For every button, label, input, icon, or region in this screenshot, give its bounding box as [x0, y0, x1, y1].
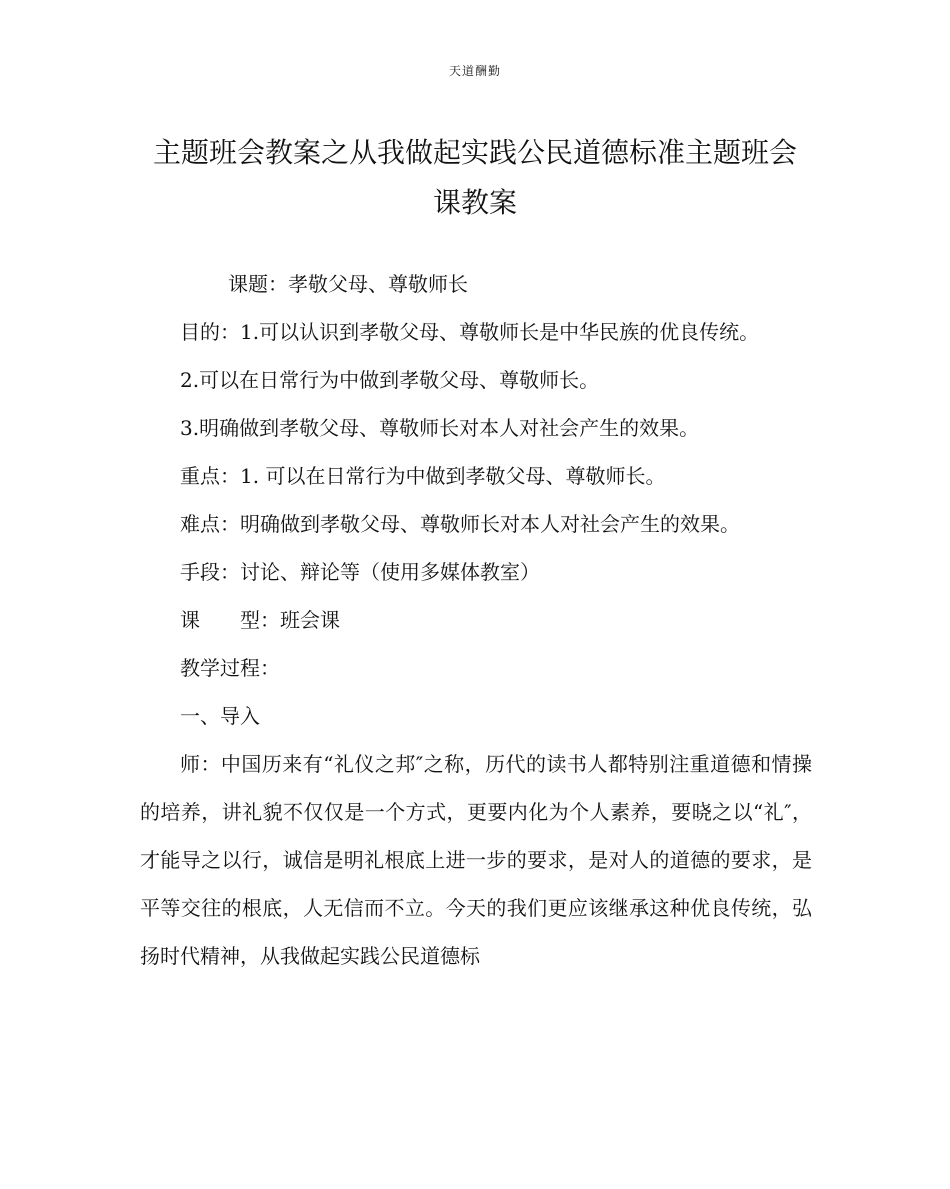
lesson-difficulty: 难点：明确做到孝敬父母、尊敬师长对本人对社会产生的效果。 [180, 512, 740, 536]
document-body [140, 260, 812, 980]
lesson-method: 手段：讨论、辩论等（使用多媒体教室） [180, 560, 540, 584]
teaching-process-heading: 教学过程： [180, 656, 280, 680]
section-introduction-heading: 一、导入 [180, 704, 260, 728]
lesson-objective-3: 3.明确做到孝敬父母、尊敬师长对本人对社会产生的效果。 [180, 416, 700, 440]
page-header: 天道酬勤 [448, 64, 501, 78]
lesson-topic: 课题：孝敬父母、尊敬师长 [228, 272, 468, 296]
lesson-type: 课 型：班会课 [180, 608, 340, 632]
teacher-introduction-paragraph: 师：中国历来有“礼仪之邦″之称，历代的读书人都特别注重道德和情操的培养，讲礼貌不仅仅是一个方式，更要内化为个人素养，要晓之以“礼″，才能导之以行，诚信是明礼根底上进一步的要求，是对人的道德的要求，是平等交往的根底，人无信而不立。今天的我们更应该继承这种优良传统，弘扬时代精神，从我做起实践公民道德标 [140, 752, 812, 968]
lesson-objective-2: 2.可以在日常行为中做到孝敬父母、尊敬师长。 [180, 368, 600, 392]
document-title: 主题班会教案之从我做起实践公民道德标准主题班会课教案 [152, 136, 797, 219]
lesson-objective-1: 目的：1.可以认识到孝敬父母、尊敬师长是中华民族的优良传统。 [180, 320, 760, 344]
lesson-key-point: 重点：1. 可以在日常行为中做到孝敬父母、尊敬师长。 [180, 464, 666, 488]
